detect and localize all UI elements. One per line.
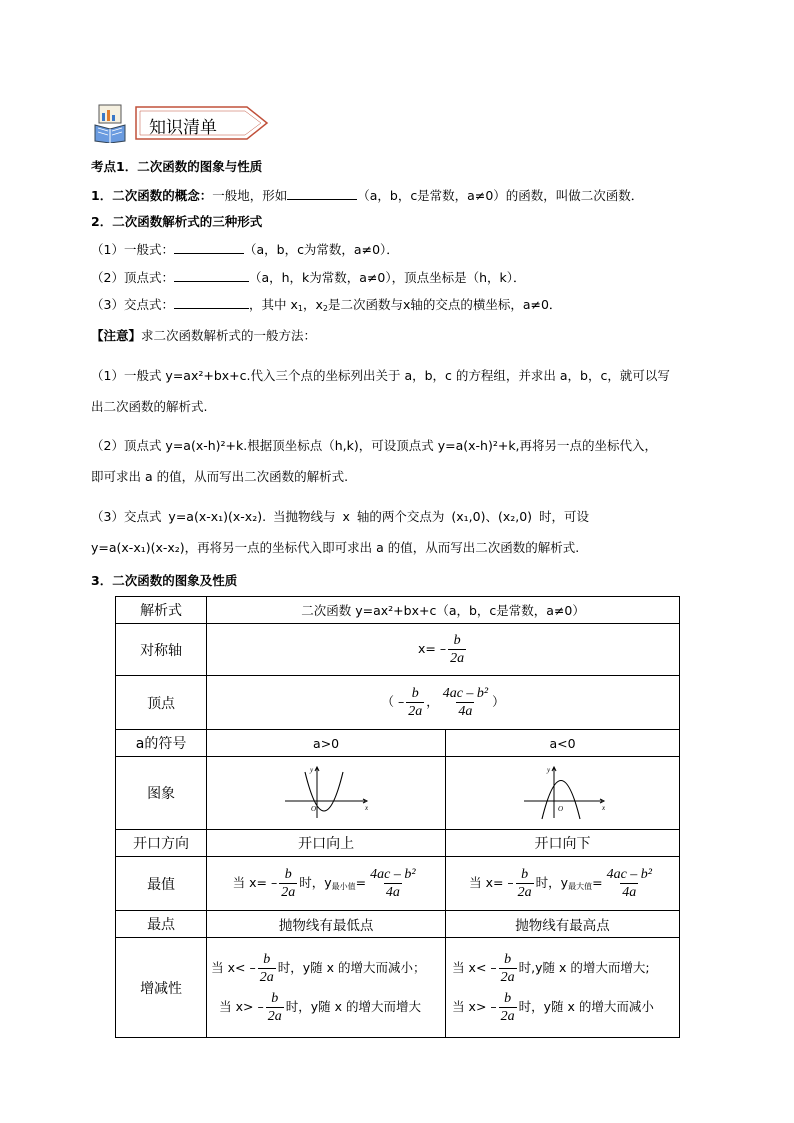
item1-blank: [287, 187, 357, 200]
ext-pos-sub: 最小值: [331, 882, 356, 891]
row-extreme-neg: [446, 857, 680, 911]
ext-neg-den2: 4a: [622, 885, 637, 900]
ext-pos-den: 2a: [281, 885, 296, 900]
graph2-x-label: x: [601, 803, 605, 812]
item1-text-after: （a，b，c是常数，a≠0）的函数，叫做二次函数．: [357, 188, 644, 203]
mono-neg2-pre: 当 x> –: [452, 998, 497, 1014]
note-heading: [91, 326, 316, 344]
item2-label: 2．二次函数解析式的三种形式: [91, 214, 263, 229]
mono-pos1-frac: [258, 952, 276, 985]
row-monotonic: [116, 938, 680, 1038]
general-suffix: （a，b，c为常数，a≠0）．: [243, 242, 399, 257]
note-p3-line1: （3）交点式 y=a(x-x₁)(x-x₂). 当抛物线与 x 轴的两个交点为 (x₁,0)、(x₂,0) 时，可设: [91, 509, 590, 524]
graph2-origin-label: O: [557, 804, 563, 813]
downward-parabola-graph: [518, 764, 608, 820]
mono-neg-line2: [452, 991, 679, 1024]
row-point-pos: 抛物线有最低点: [207, 911, 446, 938]
axis-num: b: [453, 633, 461, 648]
item1-line: [91, 186, 643, 204]
row-expression-label: 解析式: [116, 597, 207, 624]
note-p2-line2: 即可求出 a 的值，从而写出二次函数的解析式.: [91, 469, 349, 484]
general-prefix: （1）一般式：: [91, 242, 174, 257]
row-graph: [116, 757, 680, 830]
ext-pos-num2: 4ac – b²: [370, 867, 416, 882]
row-open-neg: 开口向下: [446, 830, 680, 857]
row-extreme-pos: [207, 857, 446, 911]
intercept-mid: ，其中 x: [248, 297, 298, 312]
row-open-pos: 开口向上: [207, 830, 446, 857]
header-title: 知识清单: [149, 118, 217, 138]
mono-neg2-frac: [499, 991, 517, 1024]
intercept-sub1: 1: [297, 304, 303, 313]
mono-pos2-frac: [266, 991, 284, 1024]
graph-upward: [207, 757, 446, 830]
vertex-frac1: [406, 686, 424, 719]
point1-title: 考点1．二次函数的图象与性质: [91, 159, 263, 174]
row-sign-pos: a>0: [207, 730, 446, 757]
row-vertex-value: [207, 676, 680, 730]
intercept-mid2: ，x: [302, 297, 323, 312]
ext-pos-pre: 当 x= –: [232, 875, 278, 890]
ext-neg-mid: 时，y: [535, 875, 569, 890]
row-vertex-label: 顶点: [116, 676, 207, 730]
item2-vertex: [91, 268, 526, 286]
vertex-num2: 4ac – b²: [442, 686, 489, 701]
row-expression-value: 二次函数 y=ax²+bx+c（a，b，c是常数，a≠0）: [207, 597, 680, 624]
axis-den: 2a: [450, 651, 465, 666]
ext-neg-den: 2a: [517, 885, 532, 900]
mono-neg2-den: 2a: [500, 1008, 515, 1024]
row-mono-neg: [446, 938, 680, 1038]
mono-neg1-den: 2a: [500, 969, 515, 985]
header-icon: [93, 103, 127, 143]
vertex-num1: b: [411, 686, 419, 701]
vertex-blank: [174, 269, 249, 282]
row-point-label: 最点: [116, 911, 207, 938]
ext-pos-eq: =: [355, 875, 367, 890]
ext-neg-sub: 最大值: [568, 882, 593, 891]
ext-neg-pre: 当 x= –: [469, 875, 514, 890]
mono-pos-line2: [211, 991, 445, 1024]
row-extreme: [116, 857, 680, 911]
row-sign-neg: a<0: [446, 730, 680, 757]
row-sign-label: a的符号: [116, 730, 207, 757]
graph1-y-label: y: [310, 765, 314, 774]
axis-fraction: [448, 633, 466, 666]
vertex-comma: ，: [426, 694, 439, 709]
intercept-sub2: 2: [322, 304, 328, 313]
row-vertex: [116, 676, 680, 730]
mono-pos2-num: b: [271, 990, 279, 1006]
note-p1-line2: 出二次函数的解析式.: [91, 399, 208, 414]
row-mono-pos: [207, 938, 446, 1038]
vertex-prefix: （2）顶点式：: [91, 270, 174, 285]
ext-pos-frac2: [368, 867, 417, 900]
ext-neg-num: b: [521, 867, 529, 882]
vertex-den2: 4a: [458, 704, 473, 719]
mono-neg2-num: b: [504, 990, 512, 1006]
header-title-box: [135, 106, 257, 140]
graph-downward: [446, 757, 680, 830]
row-mono-label: 增减性: [116, 938, 207, 1038]
vertex-close: ）: [492, 694, 505, 709]
mono-neg1-num: b: [504, 951, 512, 967]
mono-pos1-post: 时，y随 x 的增大而减小；: [277, 959, 426, 975]
graph1-x-label: x: [365, 803, 369, 812]
ext-pos-den2: 4a: [385, 885, 400, 900]
ext-neg-eq: =: [592, 875, 603, 890]
item1-text-before: 一般地，形如: [212, 188, 288, 203]
row-point-neg: 抛物线有最高点: [446, 911, 680, 938]
intercept-blank: [174, 296, 249, 309]
row-open-label: 开口方向: [116, 830, 207, 857]
note-p2-line1: （2）顶点式 y=a(x-h)²+k.根据顶坐标点（h,k)，可设顶点式 y=a(x-h)²+k,再将另一点的坐标代入，: [91, 438, 658, 453]
note-p3-line2: y=a(x-x₁)(x-x₂)，再将另一点的坐标代入即可求出 a 的值，从而写出二次函数的解析式.: [91, 540, 580, 555]
properties-table: [115, 596, 680, 1038]
vertex-den1: 2a: [408, 704, 423, 719]
row-sign: [116, 730, 680, 757]
row-graph-label: 图象: [116, 757, 207, 830]
note-text: 求二次函数解析式的一般方法：: [141, 328, 317, 343]
mono-pos-line1: [211, 952, 445, 985]
ext-pos-mid: 时，y: [299, 875, 332, 890]
row-axis-value: [207, 624, 680, 676]
vertex-frac2: [441, 686, 490, 719]
ext-neg-frac1: [516, 867, 534, 900]
item2-intercept: [91, 295, 561, 313]
mono-neg1-post: 时,y随 x 的增大而增大;: [518, 959, 650, 975]
ext-neg-frac2: [605, 867, 654, 900]
row-axis: [116, 624, 680, 676]
axis-prefix: x= –: [418, 641, 447, 656]
row-extreme-label: 最值: [116, 857, 207, 911]
mono-pos1-den: 2a: [259, 969, 274, 985]
mono-pos2-den: 2a: [267, 1008, 282, 1024]
mono-neg-line1: [452, 952, 679, 985]
general-blank: [174, 241, 244, 254]
graph2-y-label: y: [546, 765, 550, 774]
graph1-origin-label: O: [311, 804, 317, 813]
ext-neg-num2: 4ac – b²: [606, 867, 652, 882]
item3-label: 3．二次函数的图象及性质: [91, 573, 238, 588]
mono-neg1-pre: 当 x< –: [452, 959, 497, 975]
note-p1-line1: （1）一般式 y=ax²+bx+c.代入三个点的坐标列出关于 a，b，c 的方程组，并求出 a，b，c，就可以写: [91, 368, 670, 383]
mono-pos1-pre: 当 x< –: [211, 959, 256, 975]
vertex-open: （ –: [381, 694, 405, 709]
mono-neg2-post: 时，y随 x 的增大而减小: [518, 998, 654, 1014]
row-expression: [116, 597, 680, 624]
mono-pos2-post: 时，y随 x 的增大而增大: [285, 998, 421, 1014]
intercept-prefix: （3）交点式：: [91, 297, 174, 312]
mono-pos2-pre: 当 x> –: [219, 998, 264, 1014]
intercept-suffix: 是二次函数与x轴的交点的横坐标，a≠0．: [327, 297, 562, 312]
mono-pos1-num: b: [263, 951, 271, 967]
row-axis-label: 对称轴: [116, 624, 207, 676]
vertex-suffix: （a，h，k为常数，a≠0），顶点坐标是（h，k）．: [248, 270, 526, 285]
ext-pos-frac1: [279, 867, 297, 900]
note-tag: 【注意】: [91, 328, 142, 343]
mono-neg1-frac: [499, 952, 517, 985]
row-point: [116, 911, 680, 938]
parabola-down: [542, 780, 580, 819]
item2-general: [91, 240, 399, 258]
ext-pos-num: b: [284, 867, 292, 882]
upward-parabola-graph: [281, 764, 371, 820]
item1-label: 1．二次函数的概念：: [91, 188, 213, 203]
row-open: [116, 830, 680, 857]
